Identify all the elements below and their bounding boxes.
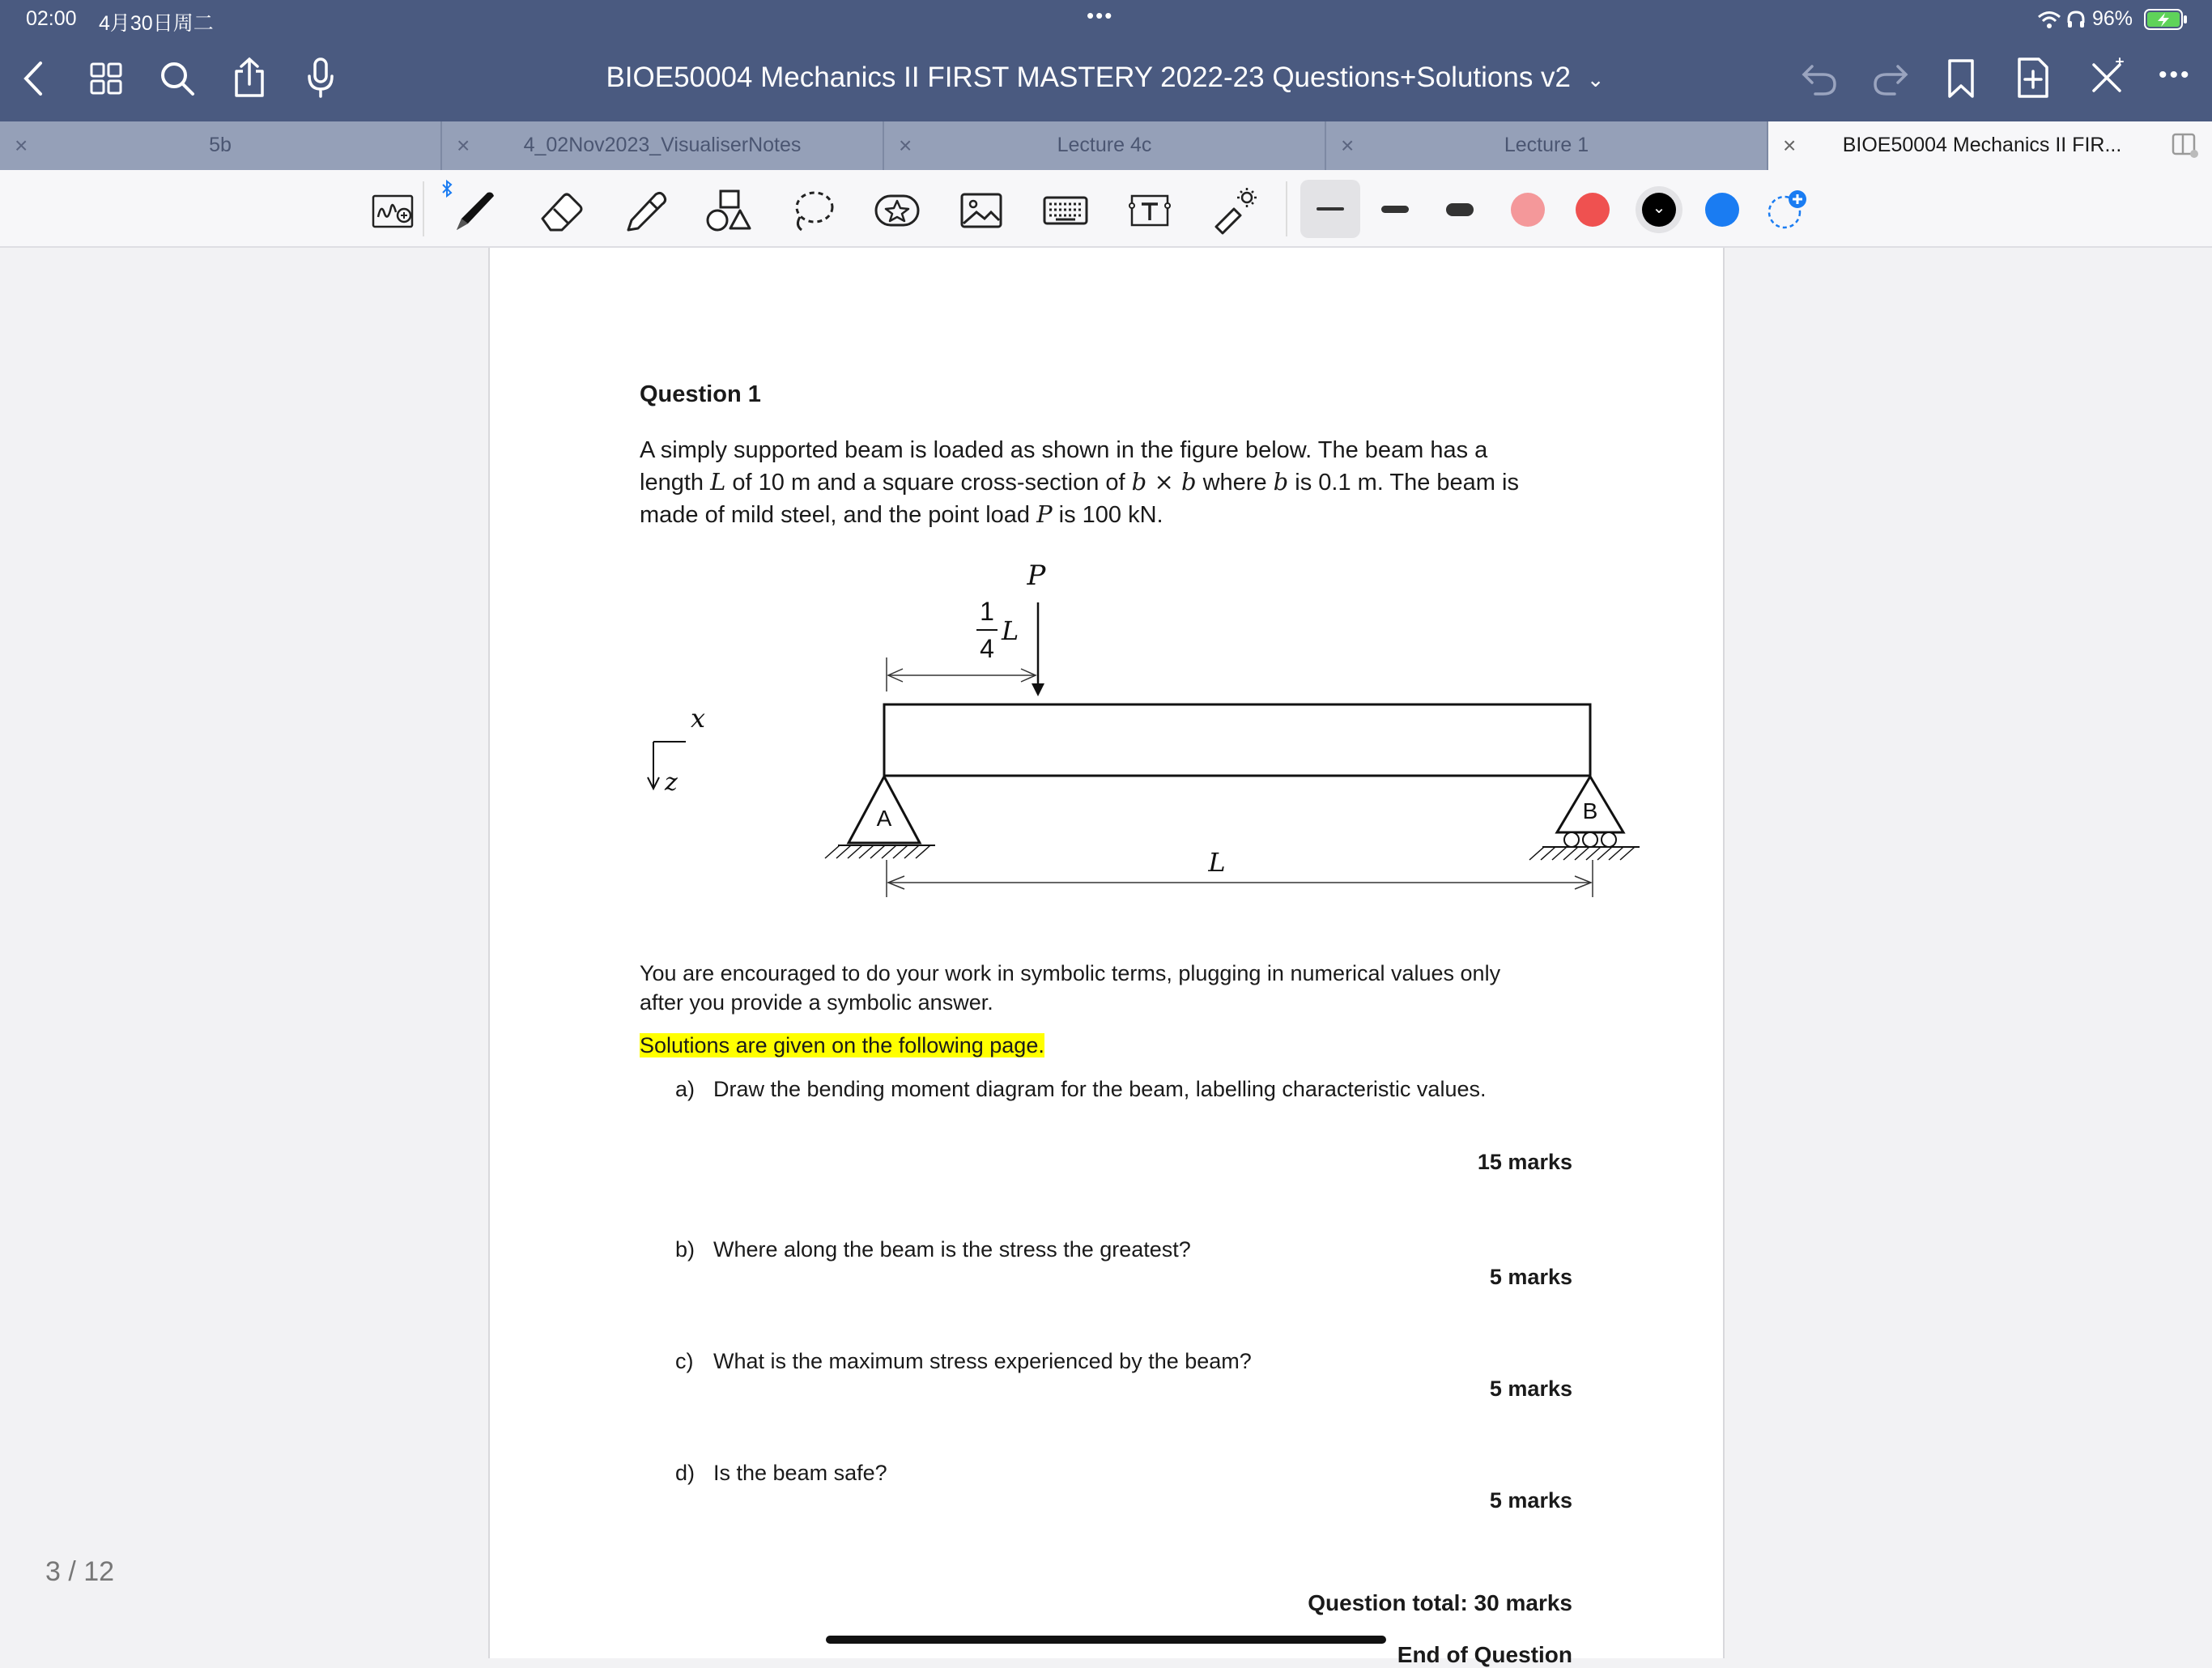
length-label: L [1208,847,1226,878]
color-swatch-black[interactable]: ⌄ [1642,193,1676,227]
keyboard-icon[interactable] [1041,186,1090,235]
headphones-icon [2066,10,2086,29]
tab-bioe50004[interactable] [1768,121,2212,170]
support-b-label: B [1582,798,1598,823]
image-icon[interactable] [957,186,1006,235]
end-of-question: End of Question [1397,1642,1572,1667]
text-box-icon[interactable] [1125,186,1174,235]
solutions-note [640,1030,1044,1062]
status-bar [0,0,2212,39]
document-title-text[interactable]: BIOE50004 Mechanics II FIRST MASTERY 2022-23 Questions+Solutions v2 [606,62,1572,93]
encourage-text [640,959,1571,1017]
grid-view-icon[interactable] [89,62,123,96]
battery-charging-icon [2144,8,2188,31]
drawing-toolbar [0,170,2212,248]
question-number: a) [675,1077,696,1101]
shapes-icon[interactable] [704,186,753,235]
question-a [675,1077,1486,1102]
pen-icon[interactable] [450,186,499,235]
more-options-icon[interactable]: ••• [2159,62,2192,88]
support-a-label: A [876,806,892,831]
marks-c: 5 marks [1489,1377,1572,1401]
beam-body [884,704,1590,776]
var-length: L [710,468,726,496]
split-view-icon[interactable] [2172,133,2199,159]
var-width: b [1273,468,1289,496]
question-title: Question 1 [640,381,761,407]
multitask-dots[interactable]: ••• [1087,3,1114,28]
document-title[interactable] [599,62,1611,94]
tab-lecture-1[interactable] [1326,121,1768,170]
marks-a: 15 marks [1477,1150,1572,1174]
toolbar-divider [423,181,424,236]
tab-lecture-4c[interactable] [884,121,1326,170]
axis-z-label: z [665,768,678,797]
document-page[interactable] [488,248,1725,1667]
encourage-line-2: after you provide a symbolic answer. [640,990,993,1015]
color-swatch-black-selected[interactable] [1636,186,1682,233]
fraction-denominator: 4 [980,634,994,663]
tab-label[interactable]: 4_02Nov2023_VisualiserNotes [523,134,802,156]
question-d [675,1461,887,1486]
intro-text: where [1196,470,1274,496]
tab-close-icon[interactable]: × [899,133,912,158]
fraction-length: L [1002,615,1019,646]
intro-text: is 100 kN. [1052,502,1163,528]
status-time: 02:00 [26,7,77,30]
intro-text: length [640,470,711,496]
tab-label[interactable]: Lecture 1 [1504,134,1589,156]
tab-label[interactable]: Lecture 4c [1057,134,1152,156]
stroke-thin-selected[interactable] [1300,180,1360,238]
question-total: Question total: 30 marks [1308,1590,1572,1615]
solutions-note-highlighted: Solutions are given on the following page. [640,1033,1044,1057]
load-arrowhead [1032,683,1044,696]
search-icon[interactable] [159,60,196,97]
back-icon[interactable] [21,60,45,97]
intro-text: made of mild steel, and the point load [640,502,1037,528]
roller [1583,832,1597,847]
tab-label[interactable]: BIOE50004 Mechanics II FIR... [1842,134,2122,156]
var-cross-section: b × b [1131,468,1197,496]
document-tabs [0,121,2212,170]
eraser-icon[interactable] [538,186,586,235]
question-c [675,1349,1252,1374]
tab-5b[interactable] [0,121,442,170]
page-indicator: 3 / 12 [45,1556,115,1587]
add-color-icon[interactable] [1765,186,1814,235]
undo-icon[interactable] [1801,60,1838,97]
tab-close-icon[interactable]: × [1341,133,1355,158]
handwriting-to-text-icon[interactable] [368,186,417,235]
tab-close-icon[interactable]: × [457,133,470,158]
microphone-icon[interactable] [306,57,335,99]
roller [1564,832,1579,847]
highlighter-icon[interactable] [622,186,670,235]
question-text: What is the maximum stress experienced by the beam? [713,1349,1252,1373]
lasso-icon[interactable] [789,186,837,235]
tab-visualiser-notes[interactable] [442,121,884,170]
fraction-numerator: 1 [980,597,994,626]
color-swatch-red[interactable] [1576,193,1610,227]
stroke-thin-icon [1317,207,1344,211]
toolbar-divider [1286,181,1287,236]
add-page-icon[interactable] [2016,57,2050,99]
axis-x-label: x [691,703,706,734]
color-swatch-blue[interactable] [1705,193,1739,227]
title-chevron-icon[interactable]: ⌄ [1586,67,1605,91]
encourage-line-1: You are encouraged to do your work in symbolic terms, plugging in numerical values only [640,961,1501,985]
question-number: c) [675,1349,694,1373]
var-load: P [1036,500,1053,528]
sticker-icon[interactable] [873,186,921,235]
intro-text: of 10 m and a square cross-section of [725,470,1132,496]
beam-figure [636,547,1598,952]
laser-pointer-icon[interactable] [1210,186,1258,235]
intro-line-3 [640,499,1571,531]
roller [1602,832,1616,847]
intro-text: is 0.1 m. The beam is [1288,470,1519,496]
question-text: Where along the beam is the stress the greatest? [713,1237,1191,1262]
question-text: Draw the bending moment diagram for the beam, labelling characteristic values. [713,1077,1487,1101]
status-date: 4月30日周二 [99,12,214,35]
stroke-thick-icon[interactable] [1446,203,1474,216]
redo-icon[interactable] [1872,60,1909,97]
title-bar [0,39,2212,121]
question-intro [640,435,1571,531]
load-label: P [1027,560,1046,592]
question-number: b) [675,1237,696,1262]
stroke-medium-icon[interactable] [1381,206,1409,213]
intro-line-2 [640,466,1571,499]
marks-d: 5 marks [1489,1488,1572,1513]
tab-label[interactable]: 5b [209,134,232,156]
tab-close-icon[interactable]: × [1783,133,1797,158]
intro-line-1: A simply supported beam is loaded as shown in the figure below. The beam has a [640,437,1488,463]
tab-close-icon[interactable]: × [15,133,28,158]
color-swatch-pink[interactable] [1511,193,1545,227]
marks-b: 5 marks [1489,1265,1572,1289]
question-b [675,1237,1191,1262]
share-icon[interactable] [232,57,267,99]
bookmark-icon[interactable] [1946,58,1976,99]
close-edit-icon[interactable] [2087,58,2126,97]
wifi-icon [2037,10,2061,29]
question-number: d) [675,1461,696,1485]
home-indicator[interactable] [826,1636,1386,1644]
battery-percent: 96% [2092,7,2133,30]
question-text: Is the beam safe? [713,1461,887,1485]
